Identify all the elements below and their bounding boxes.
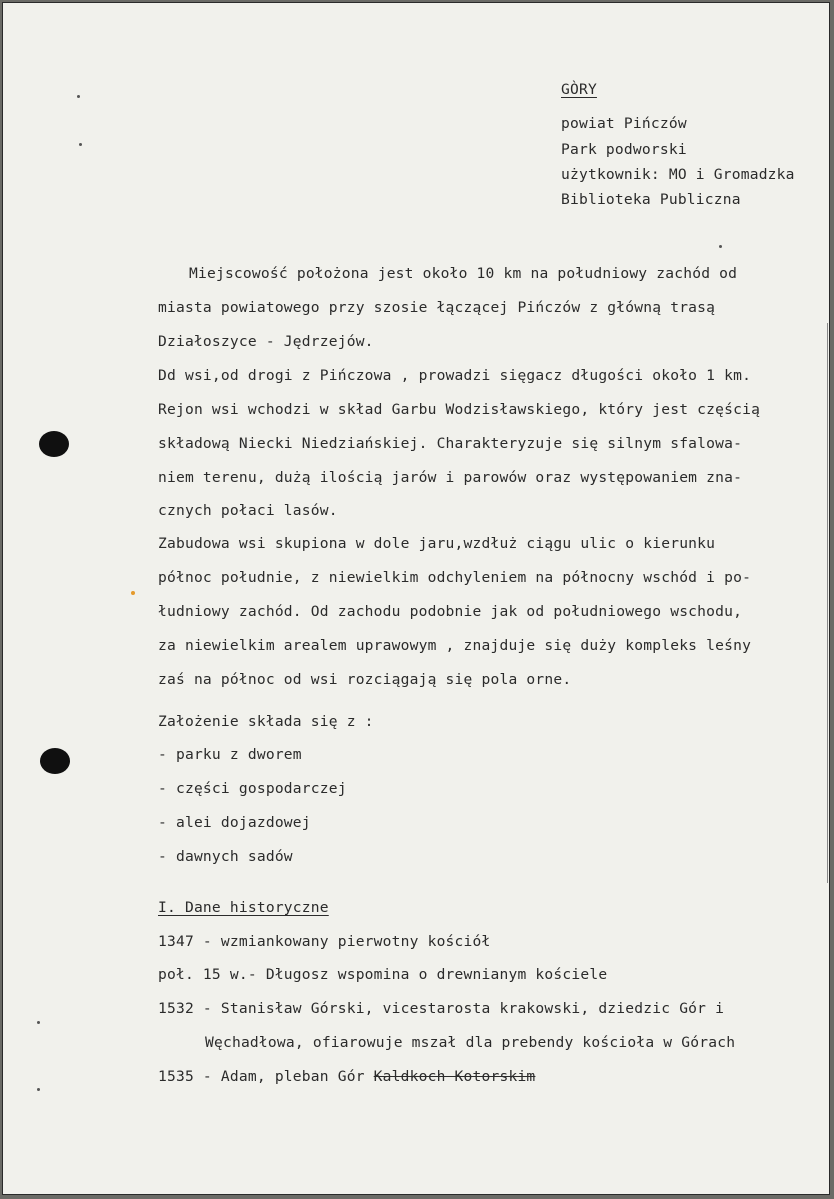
- body-line: składową Niecki Niedziańskiej. Charakteryzuje się silnym sfalowa-: [158, 435, 743, 452]
- header-user-line1: użytkownik: MO i Gromadzka: [561, 166, 795, 183]
- punch-hole-upper: [39, 431, 69, 457]
- body-line: zaś na północ od wsi rozciągają się pola orne.: [158, 671, 572, 688]
- paper-speck: [77, 95, 80, 98]
- struck-text: Kaldkoch Kotorskim: [373, 1068, 536, 1085]
- history-entry: Węchadłowa, ofiarowuje mszał dla prebendy kościoła w Górach: [205, 1034, 736, 1051]
- header-user-line2: Biblioteka Publiczna: [561, 191, 741, 208]
- body-line: Miejscowość położona jest około 10 km na południowy zachód od: [189, 265, 738, 282]
- paper-speck: [131, 591, 135, 595]
- body-line: cznych połaci lasów.: [158, 502, 338, 519]
- list-item: - dawnych sadów: [158, 848, 293, 865]
- paper-speck: [79, 143, 82, 146]
- list-item: - parku z dworem: [158, 746, 302, 763]
- paper-speck: [37, 1088, 40, 1091]
- paper-speck: [37, 1021, 40, 1024]
- body-line: łudniowy zachód. Od zachodu podobnie jak od południowego wschodu,: [158, 603, 743, 620]
- list-item: - części gospodarczej: [158, 780, 347, 797]
- punch-hole-lower: [40, 748, 70, 774]
- body-line: Działoszyce - Jędrzejów.: [158, 333, 374, 350]
- body-line: miasta powiatowego przy szosie łączącej Pińczów z główną trasą: [158, 299, 716, 316]
- paper-speck: [719, 245, 722, 248]
- margin-line: [827, 323, 828, 883]
- history-entry: poł. 15 w.- Długosz wspomina o drewnianym kościele: [158, 966, 608, 983]
- history-entry: 1532 - Stanisław Górski, vicestarosta krakowski, dziedzic Gór i: [158, 1000, 725, 1017]
- body-line: Zabudowa wsi skupiona w dole jaru,wzdłuż ciągu ulic o kierunku: [158, 535, 716, 552]
- header-object: Park podworski: [561, 141, 687, 158]
- list-intro: Założenie składa się z :: [158, 713, 374, 730]
- header-place: GÒRY: [561, 81, 597, 98]
- body-line: za niewielkim arealem uprawowym , znajduje się duży kompleks leśny: [158, 637, 752, 654]
- document-page: [2, 2, 830, 1195]
- body-line: niem terenu, dużą ilością jarów i parowów oraz występowaniem zna-: [158, 469, 743, 486]
- history-entry: 1347 - wzmiankowany pierwotny kościół: [158, 933, 491, 950]
- body-line: północ południe, z niewielkim odchyleniem na północny wschód i po-: [158, 569, 752, 586]
- body-line: Dd wsi,od drogi z Pińczowa , prowadzi sięgacz długości około 1 km.: [158, 367, 752, 384]
- history-entry: [158, 1068, 535, 1085]
- list-item: - alei dojazdowej: [158, 814, 311, 831]
- history-entry-text: 1535 - Adam, pleban Gór: [158, 1068, 374, 1085]
- header-county: powiat Pińczów: [561, 115, 687, 132]
- section-heading: I. Dane historyczne: [158, 899, 329, 916]
- body-line: Rejon wsi wchodzi w skład Garbu Wodzisławskiego, który jest częścią: [158, 401, 761, 418]
